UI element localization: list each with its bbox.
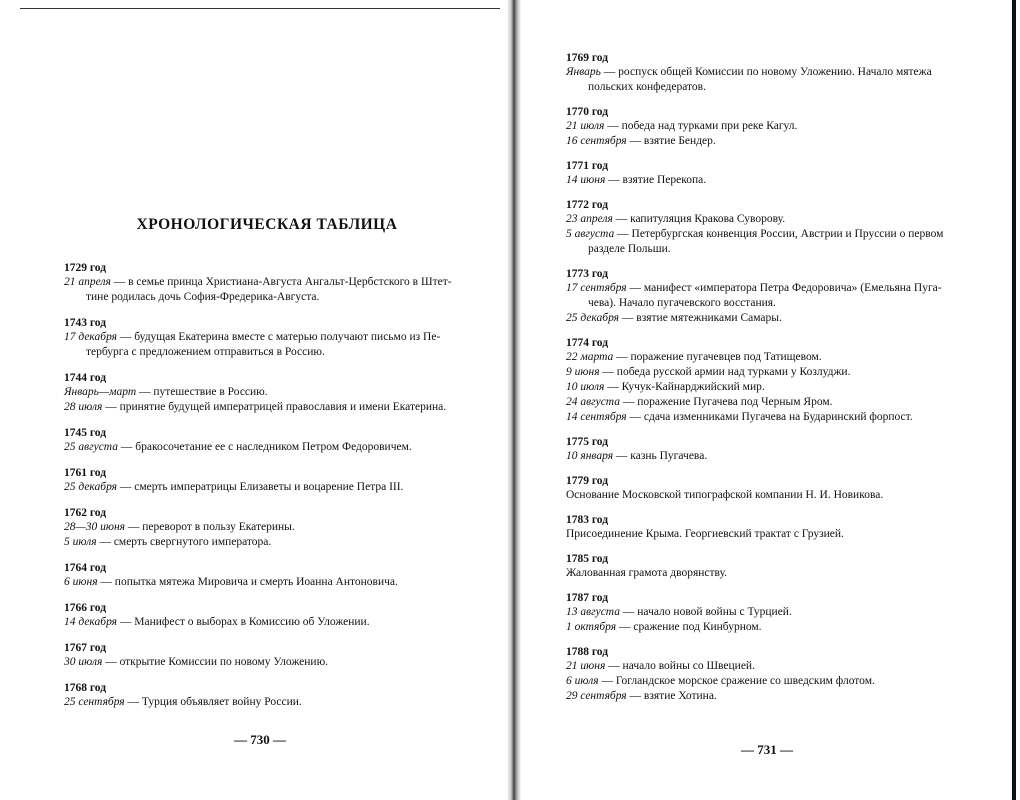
event-line <box>566 659 976 674</box>
event-line <box>566 410 976 425</box>
event-text: — Гогландское морское сражение со шведским флотом. <box>598 675 875 687</box>
event-date: 14 декабря <box>64 616 118 628</box>
year-entry <box>566 160 976 188</box>
year-entry <box>566 436 976 464</box>
event-date: 5 июля <box>64 536 97 548</box>
event-text: — манифест «императора Петра Федоровича» (Емельяна Пуга- <box>626 282 942 294</box>
event-text: — роспуск общей Комиссии по новому Уложению. Начало мятежа <box>600 66 932 78</box>
event-line <box>566 449 976 464</box>
scan-edge <box>1012 0 1016 800</box>
event-text: — взятие мятежниками Самары. <box>619 312 782 324</box>
year-entry <box>64 317 464 360</box>
event-text: — победа над турками при реке Кагул. <box>604 120 798 132</box>
event-text: — победа русской армии над турками у Козлуджи. <box>599 366 851 378</box>
event-date: 14 сентября <box>566 411 627 423</box>
event-line <box>64 290 464 305</box>
event-line <box>566 620 976 635</box>
year-heading: 1783 год <box>566 514 609 526</box>
event-text: — Манифест о выборах в Комиссию об Уложении. <box>117 616 370 628</box>
event-date: 10 января <box>566 450 614 462</box>
year-entry <box>64 262 464 305</box>
year-heading: 1774 год <box>566 337 609 349</box>
event-line <box>566 365 976 380</box>
event-line <box>566 395 976 410</box>
year-heading: 1762 год <box>64 507 107 519</box>
event-text: — сражение под Кинбурном. <box>616 621 762 633</box>
event-line <box>566 227 976 242</box>
event-text: Жалованная грамота дворянству. <box>566 567 728 579</box>
event-text: — Турция объявляет войну России. <box>124 696 302 708</box>
event-date: 16 сентября <box>566 135 627 147</box>
event-date: 23 апреля <box>566 213 613 225</box>
year-heading: 1787 год <box>566 592 609 604</box>
year-entry <box>64 507 464 550</box>
year-heading: 1770 год <box>566 106 609 118</box>
year-heading: 1775 год <box>566 436 609 448</box>
event-text: — начало новой войны с Турцией. <box>620 606 792 618</box>
event-text: Основание Московской типографской компании Н. И. Новикова. <box>566 489 884 501</box>
event-line <box>566 674 976 689</box>
event-line <box>64 575 464 590</box>
event-date: 13 августа <box>566 606 621 618</box>
event-line <box>566 605 976 620</box>
event-text: — сдача изменниками Пугачева на Бударинский форпост. <box>626 411 913 423</box>
year-entry <box>64 642 464 670</box>
event-text: — начало войны со Швецией. <box>605 660 755 672</box>
event-text: тербурга с предложением отправиться в Россию. <box>86 346 325 358</box>
page-title: ХРОНОЛОГИЧЕСКАЯ ТАБЛИЦА <box>136 216 398 233</box>
event-date: 25 сентября <box>64 696 125 708</box>
event-date: 30 июля <box>64 656 103 668</box>
event-line <box>566 380 976 395</box>
event-line <box>566 296 976 311</box>
year-entry <box>566 514 976 542</box>
event-date: 21 июля <box>566 120 605 132</box>
year-entry <box>64 562 464 590</box>
event-text: — поражение Пугачева под Черным Яром. <box>620 396 833 408</box>
event-text: — капитуляция Кракова Суворову. <box>612 213 786 225</box>
event-line <box>566 65 976 80</box>
year-heading: 1779 год <box>566 475 609 487</box>
chronology-list-right <box>566 52 976 704</box>
year-entry <box>64 467 464 495</box>
year-heading: 1761 год <box>64 467 107 479</box>
event-date: 25 декабря <box>566 312 620 324</box>
event-line <box>566 350 976 365</box>
year-entry <box>64 602 464 630</box>
event-line <box>566 212 976 227</box>
year-heading: 1771 год <box>566 160 609 172</box>
event-text: Присоединение Крыма. Георгиевский трактат с Грузией. <box>566 528 844 540</box>
year-heading: 1743 год <box>64 317 107 329</box>
year-entry <box>566 337 976 425</box>
event-text: — в семье принца Христиана-Августа Ангальт-Цербстского в Штет- <box>110 276 452 288</box>
year-entry <box>566 52 976 95</box>
event-date: 29 сентября <box>566 690 627 702</box>
event-text: — открытие Комиссии по новому Уложению. <box>102 656 329 668</box>
event-text: — Петербургская конвенция России, Австрии и Пруссии о первом <box>614 228 944 240</box>
event-text: — взятие Бендер. <box>626 135 716 147</box>
year-entry <box>566 646 976 704</box>
event-line <box>566 80 976 95</box>
event-line <box>64 655 464 670</box>
event-line <box>566 311 976 326</box>
event-line <box>64 440 464 455</box>
event-date: 28—30 июня <box>64 521 126 533</box>
event-date: 1 октября <box>566 621 617 633</box>
year-entry <box>566 268 976 326</box>
event-date: 6 июля <box>566 675 599 687</box>
event-date: Январь <box>566 66 601 78</box>
year-entry <box>566 199 976 257</box>
event-text: — путешествие в Россию. <box>136 386 268 398</box>
year-entry <box>566 592 976 635</box>
event-line <box>64 520 464 535</box>
right-page <box>512 0 1020 800</box>
year-entry <box>64 427 464 455</box>
year-entry <box>566 106 976 149</box>
event-text: — Кучук-Кайнарджийский мир. <box>604 381 765 393</box>
year-heading: 1772 год <box>566 199 609 211</box>
event-date: 10 июля <box>566 381 605 393</box>
event-text: тине родилась дочь София-Фредерика-Августа. <box>86 291 320 303</box>
event-date: 25 августа <box>64 441 119 453</box>
event-date: 14 июня <box>566 174 606 186</box>
event-date: 17 сентября <box>566 282 627 294</box>
event-line <box>64 345 464 360</box>
event-date: 9 июня <box>566 366 600 378</box>
event-date: 25 декабря <box>64 481 118 493</box>
event-text: чева). Начало пугачевского восстания. <box>588 297 776 309</box>
year-heading: 1785 год <box>566 553 609 565</box>
event-date: 21 апреля <box>64 276 111 288</box>
year-heading: 1773 год <box>566 268 609 280</box>
year-heading: 1744 год <box>64 372 107 384</box>
event-line <box>64 615 464 630</box>
event-line <box>566 566 976 581</box>
event-text: — смерть свергнутого императора. <box>96 536 272 548</box>
page-number-right: — 731 — <box>741 742 793 757</box>
event-text: — будущая Екатерина вместе с матерью получают письмо из Пе- <box>117 331 441 343</box>
event-text: — взятие Хотина. <box>626 690 717 702</box>
event-date: 5 августа <box>566 228 615 240</box>
year-heading: 1788 год <box>566 646 609 658</box>
year-entry <box>566 553 976 581</box>
event-text: — казнь Пугачева. <box>613 450 708 462</box>
event-line <box>64 695 464 710</box>
year-entry <box>64 372 464 415</box>
event-line <box>64 400 464 415</box>
event-text: — смерть императрицы Елизаветы и воцарение Петра III. <box>117 481 404 493</box>
event-text: — переворот в пользу Екатерины. <box>125 521 295 533</box>
event-line <box>566 242 976 257</box>
year-heading: 1767 год <box>64 642 107 654</box>
year-heading: 1745 год <box>64 427 107 439</box>
event-date: 6 июня <box>64 576 98 588</box>
year-entry <box>566 475 976 503</box>
event-text: польских конфедератов. <box>588 81 706 93</box>
year-heading: 1729 год <box>64 262 107 274</box>
event-line <box>566 527 976 542</box>
event-date: 28 июля <box>64 401 103 413</box>
event-text: — принятие будущей императрицей православия и имени Екатерина. <box>102 401 447 413</box>
event-date: 22 марта <box>566 351 614 363</box>
event-date: 21 июня <box>566 660 606 672</box>
year-entry <box>64 682 464 710</box>
event-text: — попытка мятежа Мировича и смерть Иоанна Антоновича. <box>97 576 398 588</box>
event-line <box>566 119 976 134</box>
page-number-left: — 730 — <box>234 732 286 747</box>
event-line <box>566 281 976 296</box>
chronology-list-left <box>64 262 464 710</box>
event-date: 17 декабря <box>64 331 118 343</box>
year-heading: 1766 год <box>64 602 107 614</box>
year-heading: 1769 год <box>566 52 609 64</box>
event-line <box>566 689 976 704</box>
event-line <box>64 535 464 550</box>
event-line <box>64 385 464 400</box>
event-text: разделе Польши. <box>588 243 671 255</box>
year-heading: 1768 год <box>64 682 107 694</box>
event-line <box>566 173 976 188</box>
event-line <box>64 275 464 290</box>
event-date: Январь—март <box>64 386 137 398</box>
year-heading: 1764 год <box>64 562 107 574</box>
event-line <box>566 488 976 503</box>
event-line <box>566 134 976 149</box>
event-line <box>64 480 464 495</box>
event-text: — бракосочетание ее с наследником Петром Федоровичем. <box>118 441 412 453</box>
event-date: 24 августа <box>566 396 621 408</box>
event-line <box>64 330 464 345</box>
event-text: — поражение пугачевцев под Татищевом. <box>613 351 822 363</box>
event-text: — взятие Перекопа. <box>605 174 707 186</box>
